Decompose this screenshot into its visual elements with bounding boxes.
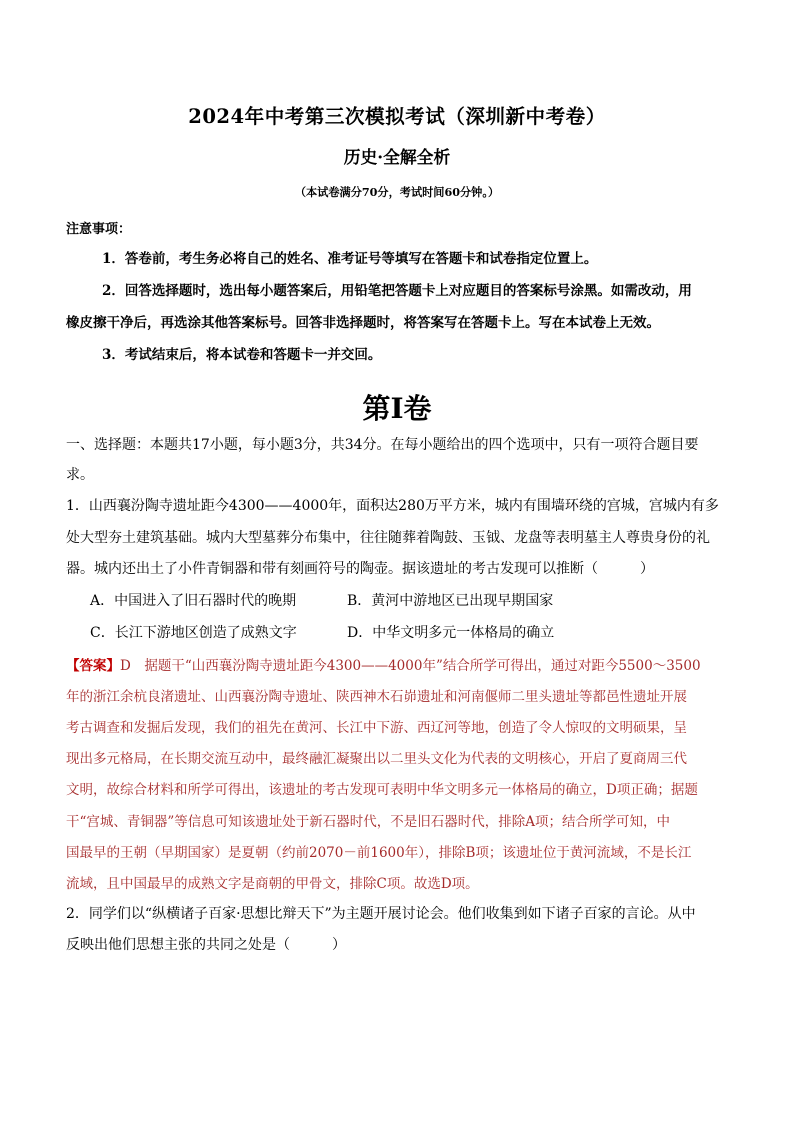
notice-heading: 注意事项： <box>66 222 132 237</box>
question-1-option-c: C．长江下游地区创造了成熟文字 <box>90 625 297 641</box>
question-1-option-d: D．中华文明多元一体格局的确立 <box>347 625 555 641</box>
section-title: 第Ⅰ卷 <box>362 392 432 425</box>
question-2-line-1: 2．同学们以“纵横诸子百家·思想比辩天下”为主题开展讨论会。他们收集到如下诸子百家的言论。从中 <box>66 906 696 922</box>
notice-item-2-line-1: 2．回答选择题时，选出每小题答案后，用铅笔把答题卡上对应题目的答案标号涂黑。如需改动，用 <box>102 283 692 299</box>
question-1-answer-line-3: 考古调查和发掘后发现，我们的祖先在黄河、长江中下游、西辽河等地，创造了令人惊叹的文明硕果，呈 <box>66 720 687 736</box>
question-1-option-b: B．黄河中游地区已出现早期国家 <box>347 593 554 609</box>
question-1-answer-line-8: 流域，且中国最早的成熟文字是商朝的甲骨文，排除C项。故选D项。 <box>66 876 479 892</box>
notice-item-1: 1．答卷前，考生务必将自己的姓名、准考证号等填写在答题卡和试卷指定位置上。 <box>102 251 598 267</box>
question-1-option-a: A．中国进入了旧石器时代的晚期 <box>90 593 297 609</box>
question-1-answer-line-2: 年的浙江余杭良渚遗址、山西襄汾陶寺遗址、陕西神木石峁遗址和河南偃师二里头遗址等都邑性遗址开展 <box>66 689 687 705</box>
question-1-answer-line-4: 现出多元格局，在长期交流互动中，最终融汇凝聚出以二里头文化为代表的文明核心，开启了夏商周三代 <box>66 751 687 767</box>
answer-tag: 【答案】 <box>66 658 120 674</box>
exam-subtitle: 历史·全解全析 <box>343 147 451 167</box>
question-1-answer-line-1 <box>66 654 701 674</box>
question-1-line-3: 器。城内还出土了小件青铜器和带有刻画符号的陶壶。据该遗址的考古发现可以推断（ ） <box>66 561 654 577</box>
question-1-answer-line-6: 干“宫城、青铜器”等信息可知该遗址处于新石器时代，不是旧石器时代，排除A项；结合所学可知，中 <box>66 814 671 830</box>
section-intro-line-2: 求。 <box>66 467 94 483</box>
score-note: （本试卷满分70分，考试时间60分钟。） <box>294 186 500 199</box>
section-intro-line-1: 一、选择题：本题共17小题，每小题3分，共34分。在每小题给出的四个选项中，只有一项符合题目要 <box>66 437 699 453</box>
exam-title: 2024年中考第三次模拟考试（深圳新中考卷） <box>188 105 606 128</box>
notice-item-2-line-2: 橡皮擦干净后，再选涂其他答案标号。回答非选择题时，将答案写在答题卡上。写在本试卷上无效。 <box>66 315 660 331</box>
notice-item-3: 3．考试结束后，将本试卷和答题卡一并交回。 <box>102 347 382 363</box>
question-1-line-2: 处大型夯土建筑基础。城内大型墓葬分布集中，往往随葬着陶鼓、玉钺、龙盘等表明墓主人尊贵身份的礼 <box>66 530 710 546</box>
answer-text: D 据题干“山西襄汾陶寺遗址距今4300——4000年”结合所学可得出，通过对距今5500～3500 <box>120 658 701 674</box>
question-1-answer-line-5: 文明，故综合材料和所学可得出，该遗址的考古发现可表明中华文明多元一体格局的确立，D项正确；据题 <box>66 782 698 798</box>
question-1-answer-line-7: 国最早的王朝（早期国家）是夏朝（约前2070－前1600年），排除B项；该遗址位于黄河流域，不是长江 <box>66 845 692 861</box>
question-2-line-2: 反映出他们思想主张的共同之处是（ ） <box>66 937 346 953</box>
question-1-line-1: 1．山西襄汾陶寺遗址距今4300——4000年，面积达280万平方米，城内有围墙环绕的宫城，宫城内有多 <box>66 498 719 514</box>
